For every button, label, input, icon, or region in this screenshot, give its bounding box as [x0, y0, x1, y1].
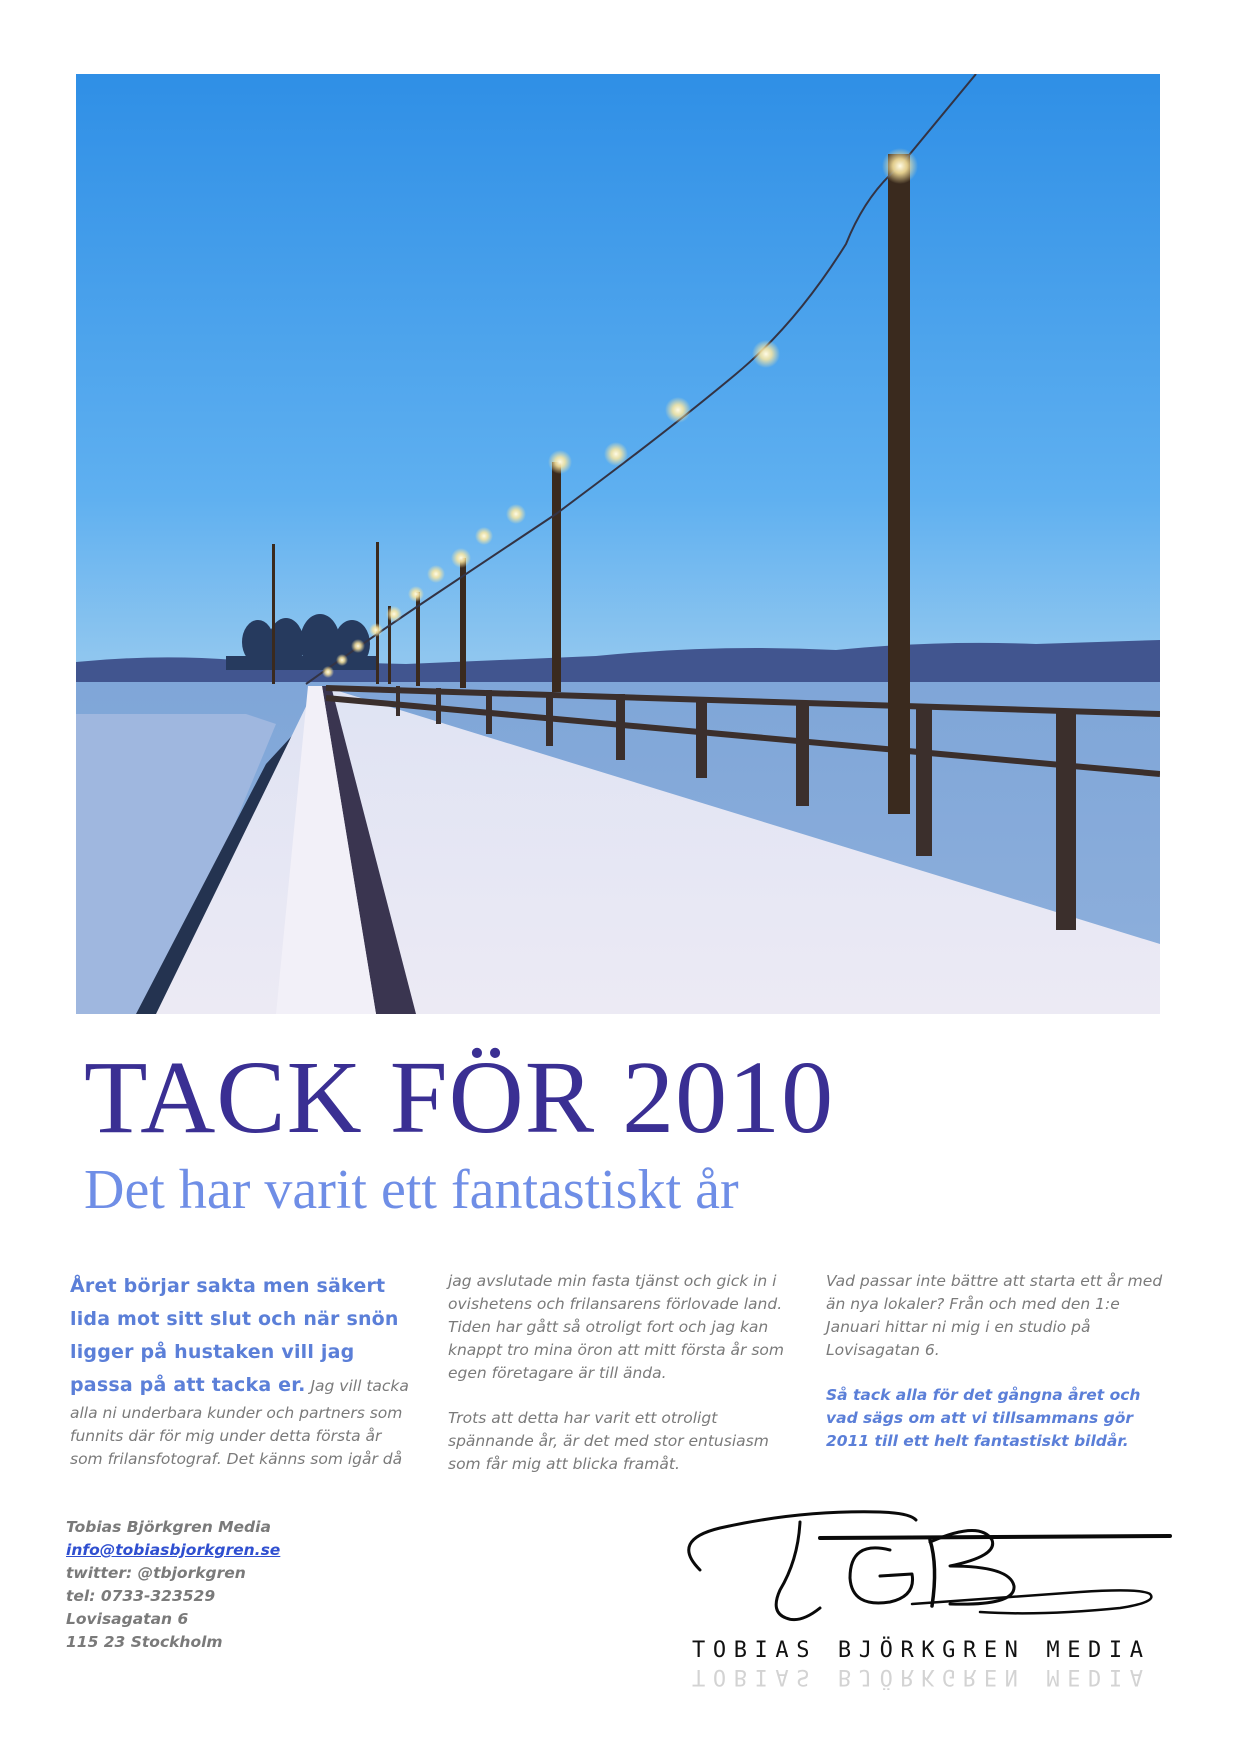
hero-photo: [76, 74, 1160, 1014]
contact-street: Lovisagatan 6: [66, 1610, 189, 1628]
brand-wordmark-reflection: TOBIAS BJÖRKGREN MEDIA: [692, 1664, 1151, 1689]
column-3-paragraph-2: Så tack alla för det gångna året och vad sägs om att vi tillsammans gör 2011 till ett helt fantastiskt bildår.: [826, 1386, 1141, 1450]
signature-logo: [680, 1500, 1180, 1635]
text-column-2: [448, 1270, 798, 1498]
column-2-paragraph-2: Trots att detta har varit ett otroligt spännande år, är det med stor entusiasm som får mig att blicka framåt.: [448, 1409, 769, 1473]
column-1-text: Jag vill tacka alla ni underbara kunder och partners som funnits där för mig under detta första år som frilansfotograf. Det känns som igår då: [70, 1377, 409, 1468]
signature-icon: [680, 1500, 1180, 1635]
contact-company: Tobias Björkgren Media: [66, 1518, 271, 1536]
contact-twitter: twitter: @tbjorkgren: [66, 1564, 246, 1582]
contact-city: 115 23 Stockholm: [66, 1633, 223, 1651]
contact-phone: tel: 0733-323529: [66, 1587, 216, 1605]
brand-wordmark: TOBIAS BJÖRKGREN MEDIA: [692, 1638, 1151, 1663]
page-title: TACK FÖR 2010: [84, 1040, 835, 1155]
page-subtitle: Det har varit ett fantastiskt år: [84, 1159, 739, 1221]
winter-pier-image: [76, 74, 1160, 1014]
text-column-1: [70, 1270, 415, 1471]
lead-text: Året börjar sakta men säkert lida mot sitt slut och när snön ligger på hustaken vill jag passa på att tacka er.: [70, 1275, 399, 1396]
column-3-paragraph-1: Vad passar inte bättre att starta ett år med än nya lokaler? Från och med den 1:e Januari hittar ni mig i en studio på Lovisagatan 6.: [826, 1272, 1163, 1359]
text-column-3: [826, 1270, 1166, 1475]
column-2-paragraph-1: jag avslutade min fasta tjänst och gick in i ovishetens och frilansarens förlovade land. Tiden har gått så otroligt fort och jag kan knappt tro mina öron att mitt första år som egen företagare är till ända.: [448, 1272, 784, 1382]
contact-email-link[interactable]: info@tobiasbjorkgren.se: [66, 1541, 281, 1559]
contact-block: [66, 1516, 406, 1654]
